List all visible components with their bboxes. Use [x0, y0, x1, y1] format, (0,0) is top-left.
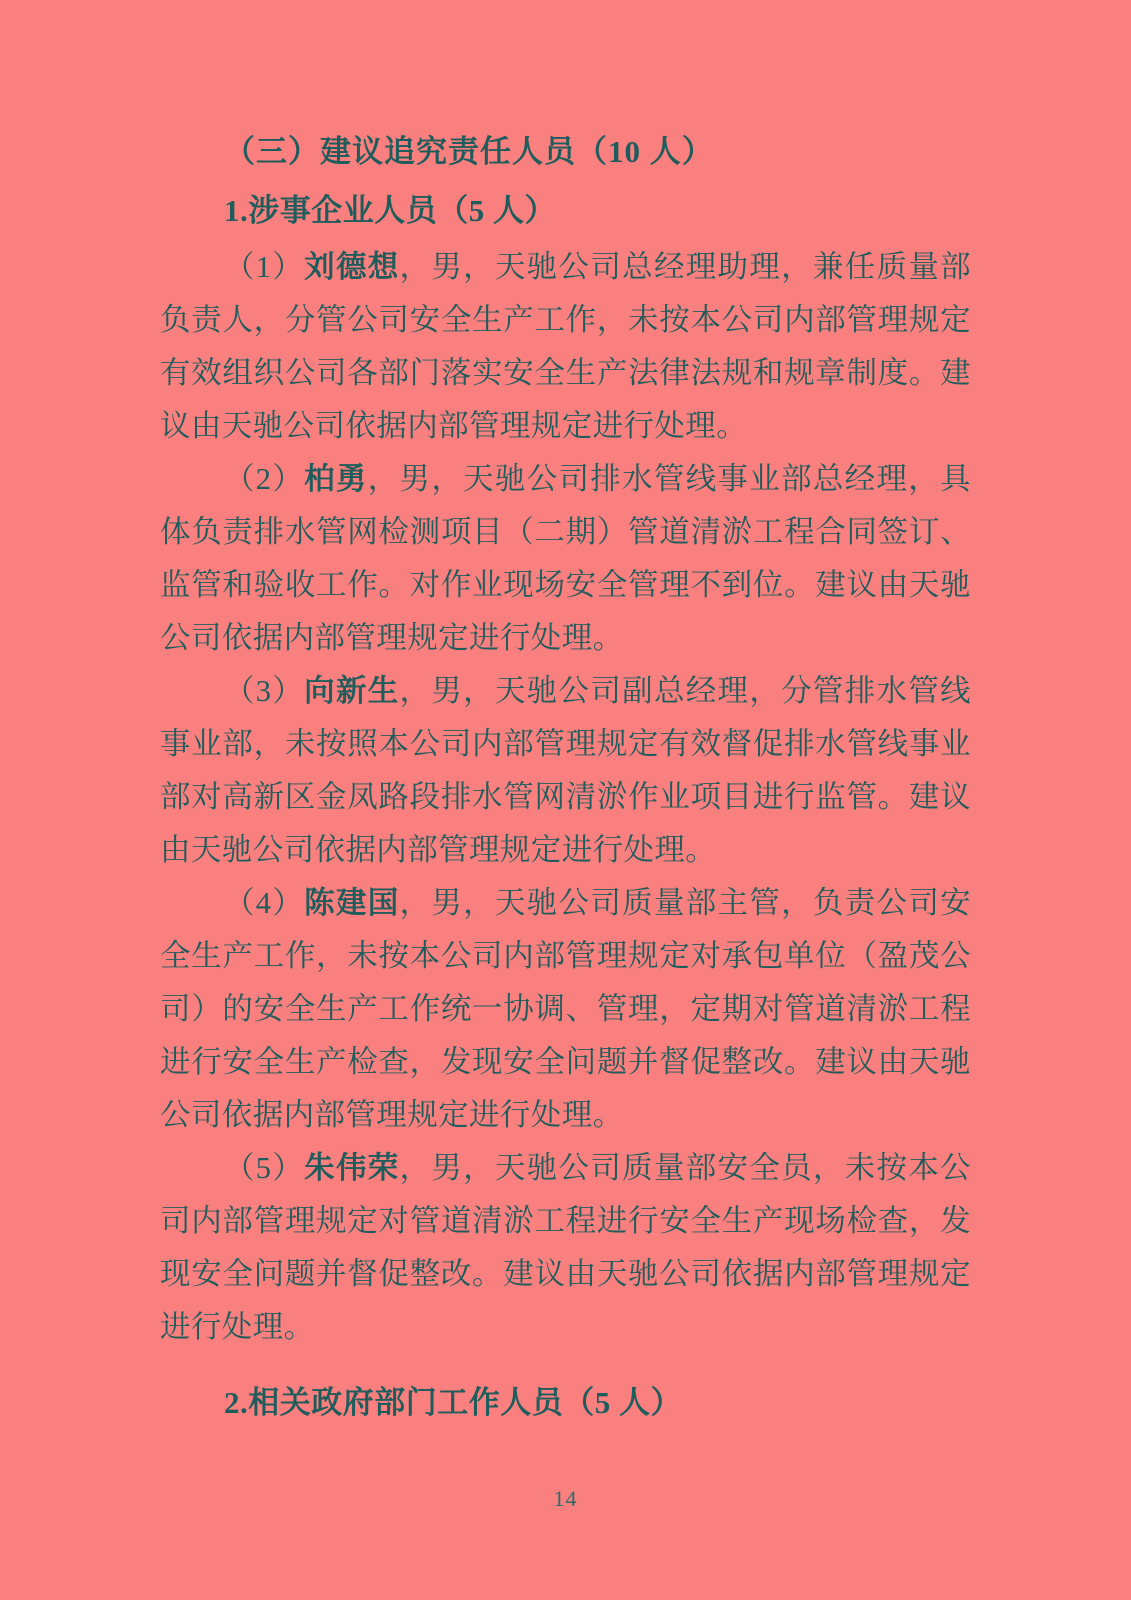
- item-text-5: ，男，天驰公司质量部安全员，未按本公司内部管理规定对管道清淤工程进行安全生产现场检查，发现安全问题并督促整改。建议由天驰公司依据内部管理规定进行处理。: [160, 1151, 972, 1344]
- item-number-5: （5）: [224, 1151, 305, 1185]
- item-number-3: （3）: [224, 674, 305, 708]
- item-name-4: 陈建国: [304, 886, 400, 920]
- item-number-1: （1）: [224, 250, 305, 284]
- page-number: 14: [553, 1486, 578, 1511]
- item-number-4: （4）: [224, 886, 305, 920]
- responsible-person-3: [160, 665, 971, 877]
- next-subsection-heading: 2.相关政府部门工作人员（5 人）: [224, 1385, 682, 1420]
- responsible-person-2: [160, 453, 971, 665]
- responsible-person-5: [160, 1142, 971, 1354]
- item-text-2: ，男，天驰公司排水管线事业部总经理，具体负责排水管网检测项目（二期）管道清淤工程合同签订、监管和验收工作。对作业现场安全管理不到位。建议由天驰公司依据内部管理规定进行处理。: [160, 462, 971, 655]
- responsible-person-4: [160, 877, 971, 1142]
- subsection-heading: 1.涉事企业人员（5 人）: [224, 193, 556, 228]
- item-text-4: ，男，天驰公司质量部主管，负责公司安全生产工作，未按本公司内部管理规定对承包单位（盈茂公司）的安全生产工作统一协调、管理，定期对管道清淤工程进行安全生产检查，发现安全问题并督促整改。建议由天驰公司依据内部管理规定进行处理。: [160, 886, 972, 1132]
- item-name-1: 刘德想: [304, 250, 400, 284]
- item-name-3: 向新生: [304, 674, 400, 708]
- item-text-1: ，男，天驰公司总经理助理，兼任质量部负责人，分管公司安全生产工作，未按本公司内部管理规定有效组织公司各部门落实安全生产法律法规和规章制度。建议由天驰公司依据内部管理规定进行处理。: [160, 250, 972, 443]
- item-name-2: 柏勇: [304, 462, 368, 496]
- section-heading: （三）建议追究责任人员（10 人）: [224, 134, 714, 169]
- item-name-5: 朱伟荣: [304, 1151, 400, 1185]
- item-text-3: ，男，天驰公司副总经理，分管排水管线事业部，未按照本公司内部管理规定有效督促排水管线事业部对高新区金凤路段排水管网清淤作业项目进行监管。建议由天驰公司依据内部管理规定进行处理。: [160, 674, 972, 867]
- item-number-2: （2）: [224, 462, 305, 496]
- document-body: [160, 125, 971, 1429]
- responsible-person-1: [160, 241, 971, 453]
